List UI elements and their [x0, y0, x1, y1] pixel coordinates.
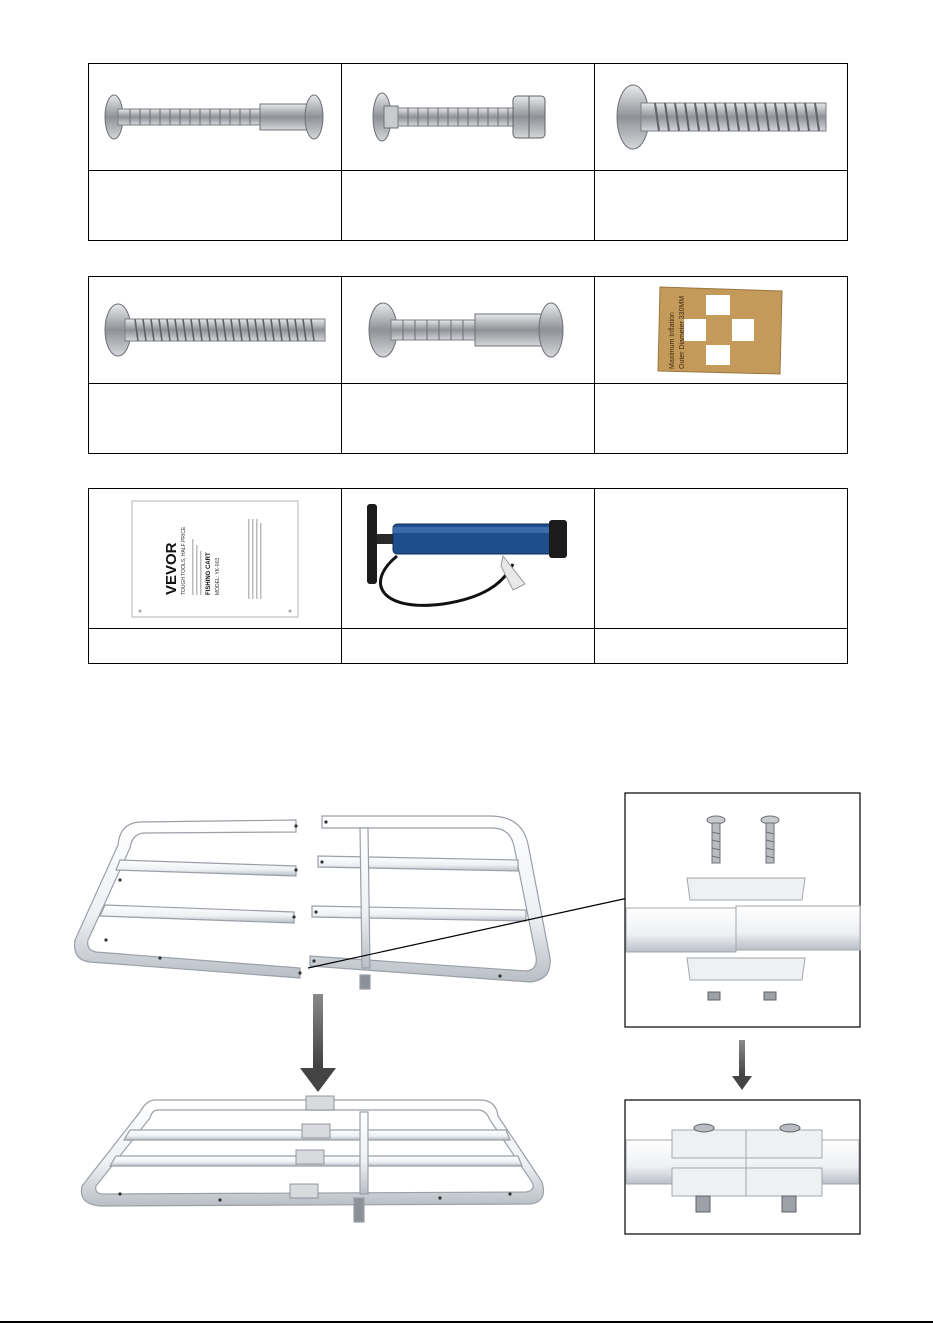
manual-model: MODEL: YK-003	[215, 557, 221, 595]
parts-table-2	[88, 276, 848, 454]
barrel-bolt-long-icon	[100, 82, 330, 152]
part-label	[89, 629, 342, 664]
barrel-bolt-short-icon	[363, 290, 573, 370]
part-label	[89, 384, 342, 454]
arrow-down-icon	[300, 994, 336, 1092]
manual-brand: VEVOR	[163, 541, 180, 595]
footer-rule	[0, 1321, 933, 1323]
template-text-1: Maximum Inflation	[669, 311, 676, 369]
detail-box-assembled	[625, 1100, 860, 1234]
part-cell-manual	[89, 489, 342, 629]
part-cell-round-head-bolt-long	[89, 277, 342, 384]
part-cell-barrel-bolt-long	[89, 64, 342, 171]
part-cell-round-head-bolt-short	[595, 64, 848, 171]
round-head-bolt-long-icon	[100, 295, 330, 365]
arrow-down-icon	[732, 1040, 752, 1090]
part-cell-hand-pump	[342, 489, 595, 629]
cardboard-template-icon	[656, 283, 786, 378]
part-cell-carriage-bolt-nut	[342, 64, 595, 171]
carriage-bolt-nut-icon	[368, 82, 568, 152]
nut-icon	[764, 992, 776, 1000]
parts-table-3	[88, 488, 848, 664]
part-cell-cardboard-template	[595, 277, 848, 384]
part-cell-empty	[595, 489, 848, 629]
detail-box-parts	[625, 793, 860, 1027]
part-label	[595, 629, 848, 664]
parts-table-1	[88, 63, 848, 241]
part-cell-barrel-bolt-short	[342, 277, 595, 384]
part-label	[89, 171, 342, 241]
part-label	[342, 629, 595, 664]
assembly-illustration	[60, 790, 870, 1250]
template-text-2: Outer Diameter 330MM	[679, 295, 686, 369]
frame-separated	[75, 816, 551, 989]
part-label	[342, 171, 595, 241]
nut-icon	[708, 992, 720, 1000]
hand-pump-icon	[353, 494, 583, 624]
round-head-bolt-short-icon	[611, 77, 831, 157]
connector-plates	[290, 1096, 334, 1198]
manual-slogan: TOUGH TOOLS, HALF PRICE	[181, 526, 187, 595]
manual-booklet-icon	[130, 499, 300, 619]
part-label	[595, 384, 848, 454]
part-label	[595, 171, 848, 241]
manual-title: FISHING CART	[206, 551, 212, 595]
part-label	[342, 384, 595, 454]
